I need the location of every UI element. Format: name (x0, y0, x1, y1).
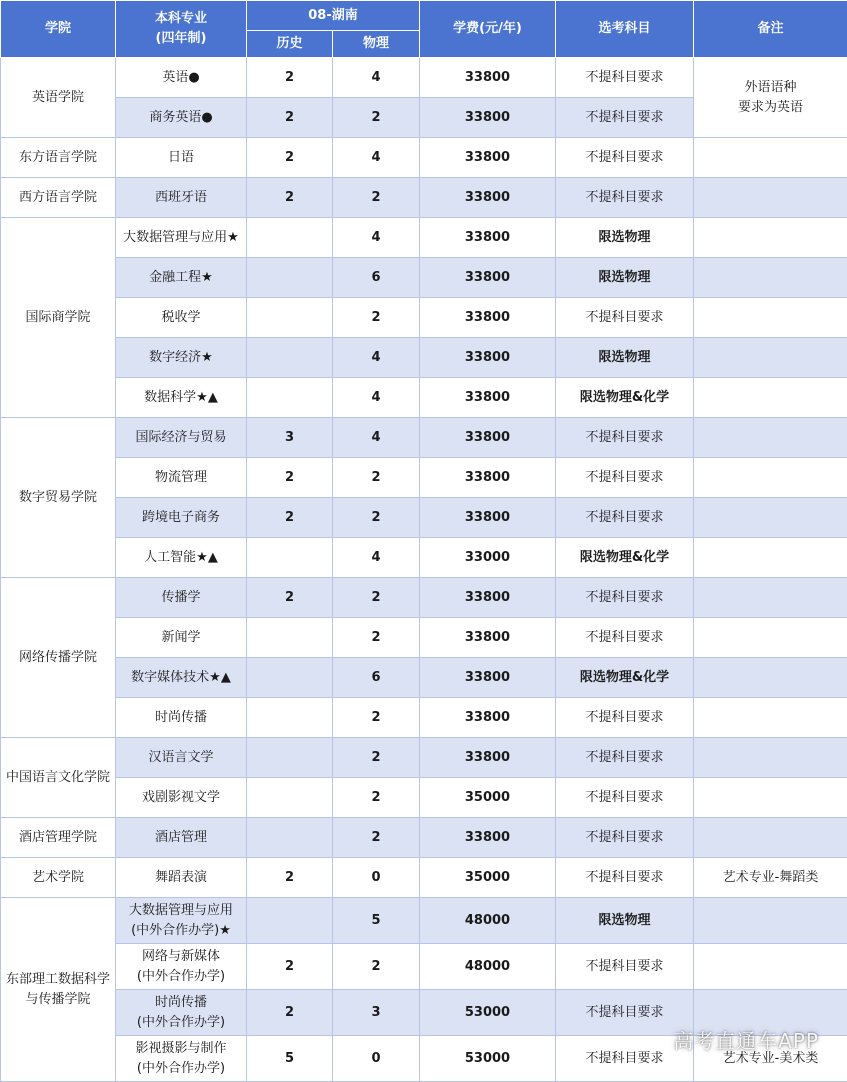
header-college: 学院 (1, 1, 116, 58)
history-count: 2 (247, 178, 333, 218)
subjects-cell: 不提科目要求 (556, 778, 694, 818)
physics-count: 2 (333, 178, 420, 218)
college-cell: 英语学院 (1, 58, 116, 138)
subjects-cell: 限选物理 (556, 258, 694, 298)
major-cell: 英语● (116, 58, 247, 98)
note-cell (694, 698, 847, 738)
subjects-cell: 不提科目要求 (556, 738, 694, 778)
subjects-cell: 不提科目要求 (556, 578, 694, 618)
major-cell: 影视摄影与制作 (中外合作办学) (116, 1036, 247, 1082)
history-count (247, 218, 333, 258)
subjects-cell: 不提科目要求 (556, 698, 694, 738)
tuition-cell: 33800 (420, 58, 556, 98)
header-physics: 物理 (333, 31, 420, 58)
subjects-cell: 不提科目要求 (556, 618, 694, 658)
history-count (247, 738, 333, 778)
table-row (1, 738, 847, 778)
history-count (247, 338, 333, 378)
note-cell (694, 258, 847, 298)
tuition-cell: 33000 (420, 538, 556, 578)
tuition-cell: 35000 (420, 778, 556, 818)
physics-count: 0 (333, 858, 420, 898)
major-cell: 数字经济★ (116, 338, 247, 378)
note-cell (694, 178, 847, 218)
physics-count: 2 (333, 698, 420, 738)
major-cell: 税收学 (116, 298, 247, 338)
note-cell: 艺术专业-舞蹈类 (694, 858, 847, 898)
subjects-cell: 不提科目要求 (556, 418, 694, 458)
major-cell: 物流管理 (116, 458, 247, 498)
major-cell: 西班牙语 (116, 178, 247, 218)
history-count (247, 778, 333, 818)
history-count: 2 (247, 944, 333, 990)
table-row (1, 458, 847, 498)
note-cell (694, 658, 847, 698)
header-subjects: 选考科目 (556, 1, 694, 58)
table-row (1, 258, 847, 298)
tuition-cell: 33800 (420, 578, 556, 618)
subjects-cell: 限选物理&化学 (556, 538, 694, 578)
physics-count: 4 (333, 58, 420, 98)
table-row (1, 498, 847, 538)
tuition-cell: 33800 (420, 418, 556, 458)
header-tuition: 学费(元/年) (420, 1, 556, 58)
tuition-cell: 33800 (420, 298, 556, 338)
history-count (247, 658, 333, 698)
tuition-cell: 48000 (420, 944, 556, 990)
table-row (1, 858, 847, 898)
subjects-cell: 限选物理 (556, 338, 694, 378)
physics-count: 2 (333, 944, 420, 990)
history-count: 2 (247, 138, 333, 178)
college-cell: 西方语言学院 (1, 178, 116, 218)
subjects-cell: 限选物理 (556, 898, 694, 944)
major-cell: 金融工程★ (116, 258, 247, 298)
header-province: 08-湖南 (247, 1, 420, 31)
table-row (1, 578, 847, 618)
history-count: 2 (247, 498, 333, 538)
physics-count: 4 (333, 338, 420, 378)
note-cell (694, 818, 847, 858)
table-row (1, 178, 847, 218)
physics-count: 6 (333, 258, 420, 298)
major-cell: 人工智能★▲ (116, 538, 247, 578)
major-cell: 舞蹈表演 (116, 858, 247, 898)
physics-count: 2 (333, 498, 420, 538)
major-cell: 新闻学 (116, 618, 247, 658)
table-row (1, 818, 847, 858)
subjects-cell: 不提科目要求 (556, 298, 694, 338)
table-row (1, 378, 847, 418)
watermark-text: 高考直通车APP (673, 1029, 819, 1053)
physics-count: 2 (333, 578, 420, 618)
tuition-cell: 33800 (420, 138, 556, 178)
note-cell (694, 218, 847, 258)
major-cell: 网络与新媒体 (中外合作办学) (116, 944, 247, 990)
note-cell (694, 898, 847, 944)
college-cell: 网络传播学院 (1, 578, 116, 738)
history-count (247, 538, 333, 578)
major-cell: 商务英语● (116, 98, 247, 138)
history-count (247, 898, 333, 944)
major-cell: 数字媒体技术★▲ (116, 658, 247, 698)
subjects-cell: 不提科目要求 (556, 990, 694, 1036)
college-cell: 中国语言文化学院 (1, 738, 116, 818)
tuition-cell: 53000 (420, 990, 556, 1036)
note-cell (694, 298, 847, 338)
major-cell: 日语 (116, 138, 247, 178)
subjects-cell: 限选物理&化学 (556, 658, 694, 698)
note-cell (694, 498, 847, 538)
tuition-cell: 33800 (420, 498, 556, 538)
physics-count: 3 (333, 990, 420, 1036)
tuition-cell: 33800 (420, 658, 556, 698)
subjects-cell: 不提科目要求 (556, 498, 694, 538)
history-count: 2 (247, 458, 333, 498)
table-row (1, 538, 847, 578)
physics-count: 4 (333, 538, 420, 578)
physics-count: 2 (333, 98, 420, 138)
major-cell: 传播学 (116, 578, 247, 618)
table-row (1, 658, 847, 698)
history-count (247, 378, 333, 418)
tuition-cell: 33800 (420, 338, 556, 378)
college-cell: 国际商学院 (1, 218, 116, 418)
header-major: 本科专业 (四年制) (116, 1, 247, 58)
table-row (1, 298, 847, 338)
tuition-cell: 33800 (420, 218, 556, 258)
history-count (247, 258, 333, 298)
tuition-cell: 33800 (420, 738, 556, 778)
major-cell: 时尚传播 (116, 698, 247, 738)
physics-count: 0 (333, 1036, 420, 1082)
tuition-cell: 33800 (420, 178, 556, 218)
history-count: 2 (247, 98, 333, 138)
tuition-cell: 48000 (420, 898, 556, 944)
tuition-cell: 33800 (420, 818, 556, 858)
physics-count: 2 (333, 818, 420, 858)
tuition-cell: 33800 (420, 258, 556, 298)
note-cell (694, 418, 847, 458)
major-cell: 酒店管理 (116, 818, 247, 858)
table-row (1, 944, 847, 990)
note-cell (694, 138, 847, 178)
physics-count: 4 (333, 418, 420, 458)
physics-count: 2 (333, 618, 420, 658)
history-count: 2 (247, 990, 333, 1036)
major-cell: 大数据管理与应用★ (116, 218, 247, 258)
table-row (1, 418, 847, 458)
subjects-cell: 不提科目要求 (556, 98, 694, 138)
note-cell (694, 578, 847, 618)
physics-count: 5 (333, 898, 420, 944)
subjects-cell: 限选物理&化学 (556, 378, 694, 418)
subjects-cell: 不提科目要求 (556, 178, 694, 218)
note-cell: 艺术专业-美术类 (694, 1036, 847, 1082)
major-cell: 大数据管理与应用 (中外合作办学)★ (116, 898, 247, 944)
history-count: 2 (247, 578, 333, 618)
college-cell: 艺术学院 (1, 858, 116, 898)
history-count (247, 298, 333, 338)
history-count: 2 (247, 858, 333, 898)
note-cell (694, 538, 847, 578)
college-cell: 东部理工数据科学 与传播学院 (1, 898, 116, 1082)
subjects-cell: 不提科目要求 (556, 1036, 694, 1082)
college-cell: 酒店管理学院 (1, 818, 116, 858)
note-cell (694, 458, 847, 498)
major-cell: 时尚传播 (中外合作办学) (116, 990, 247, 1036)
college-cell: 东方语言学院 (1, 138, 116, 178)
physics-count: 2 (333, 458, 420, 498)
note-cell: 外语语种 要求为英语 (694, 58, 847, 138)
tuition-cell: 33800 (420, 698, 556, 738)
subjects-cell: 不提科目要求 (556, 458, 694, 498)
table-row (1, 58, 847, 98)
table-row (1, 338, 847, 378)
major-cell: 国际经济与贸易 (116, 418, 247, 458)
history-count (247, 618, 333, 658)
history-count: 2 (247, 58, 333, 98)
physics-count: 2 (333, 778, 420, 818)
tuition-cell: 33800 (420, 618, 556, 658)
history-count (247, 698, 333, 738)
history-count (247, 818, 333, 858)
physics-count: 2 (333, 738, 420, 778)
history-count: 3 (247, 418, 333, 458)
subjects-cell: 不提科目要求 (556, 858, 694, 898)
table-row (1, 218, 847, 258)
subjects-cell: 不提科目要求 (556, 818, 694, 858)
table-row (1, 618, 847, 658)
note-cell (694, 618, 847, 658)
major-cell: 汉语言文学 (116, 738, 247, 778)
major-cell: 数据科学★▲ (116, 378, 247, 418)
tuition-cell: 35000 (420, 858, 556, 898)
note-cell (694, 778, 847, 818)
header-history: 历史 (247, 31, 333, 58)
note-cell (694, 944, 847, 990)
tuition-cell: 33800 (420, 98, 556, 138)
subjects-cell: 不提科目要求 (556, 138, 694, 178)
table-row (1, 698, 847, 738)
physics-count: 2 (333, 298, 420, 338)
major-cell: 戏剧影视文学 (116, 778, 247, 818)
note-cell (694, 378, 847, 418)
subjects-cell: 不提科目要求 (556, 58, 694, 98)
college-cell: 数字贸易学院 (1, 418, 116, 578)
header-note: 备注 (694, 1, 847, 58)
physics-count: 4 (333, 138, 420, 178)
subjects-cell: 不提科目要求 (556, 944, 694, 990)
note-cell (694, 338, 847, 378)
physics-count: 6 (333, 658, 420, 698)
physics-count: 4 (333, 378, 420, 418)
major-cell: 跨境电子商务 (116, 498, 247, 538)
tuition-cell: 53000 (420, 1036, 556, 1082)
tuition-cell: 33800 (420, 378, 556, 418)
tuition-cell: 33800 (420, 458, 556, 498)
physics-count: 4 (333, 218, 420, 258)
note-cell (694, 738, 847, 778)
table-row (1, 778, 847, 818)
table-row (1, 898, 847, 944)
subjects-cell: 限选物理 (556, 218, 694, 258)
history-count: 5 (247, 1036, 333, 1082)
table-row (1, 138, 847, 178)
